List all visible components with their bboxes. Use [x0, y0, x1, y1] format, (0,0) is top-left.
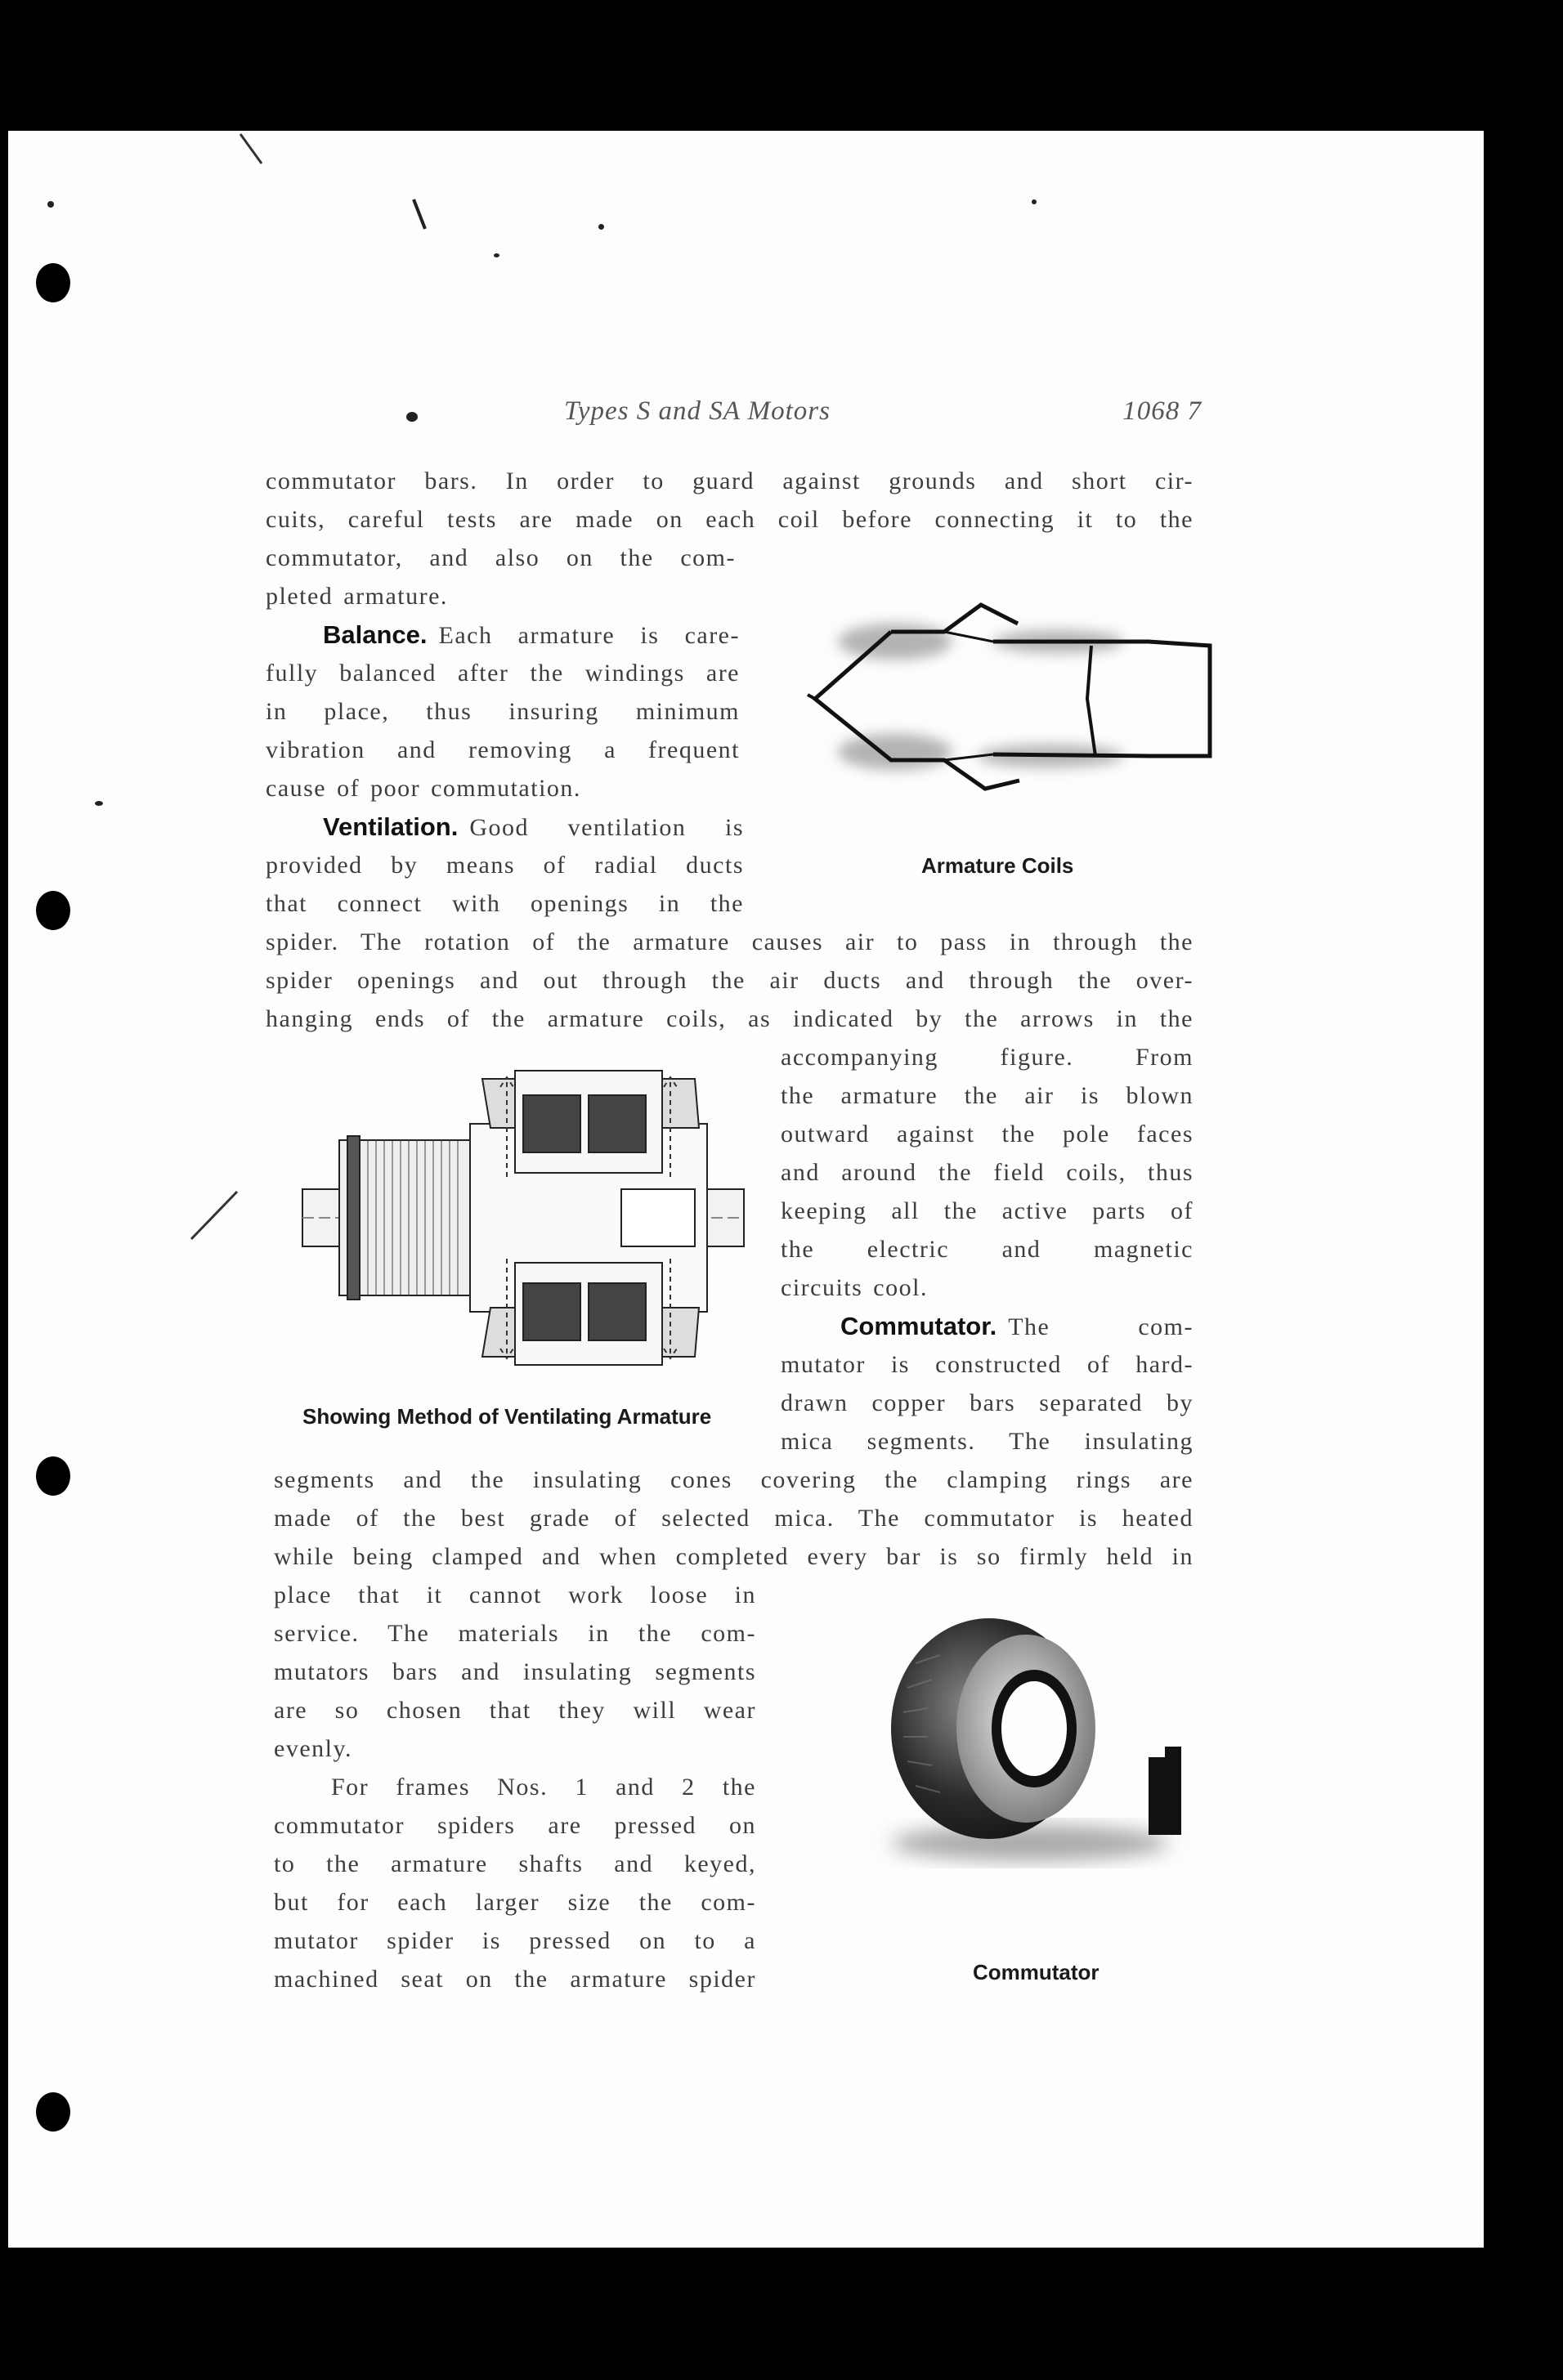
text-line: commutator, and also on the com- — [266, 544, 736, 571]
text-line: made of the best grade of selected mica. The commutator is heated — [274, 1505, 1194, 1532]
text-line: but for each larger size the com- — [274, 1889, 756, 1916]
text-line: fully balanced after the windings are — [266, 660, 740, 687]
speck — [95, 801, 103, 806]
text-line: the armature the air is blown — [781, 1082, 1194, 1109]
text-line: the electric and magnetic — [781, 1236, 1194, 1263]
text-line: drawn copper bars separated by — [781, 1389, 1194, 1416]
ventilation-heading: Ventilation. — [323, 812, 459, 841]
text-line: service. The materials in the com- — [274, 1620, 756, 1647]
armature-coils-figure — [805, 593, 1230, 805]
scratch-mark — [409, 196, 441, 237]
text-line: that connect with openings in the — [266, 890, 744, 917]
text-line: accompanying figure. From — [781, 1044, 1194, 1071]
balance-line-text: Each armature is care- — [438, 622, 740, 649]
text-line: For frames Nos. 1 and 2 the — [331, 1774, 756, 1801]
text-line: commutator spiders are pressed on — [274, 1812, 756, 1839]
speck — [47, 201, 54, 208]
text-line: spider openings and out through the air ducts and through the over- — [266, 967, 1194, 994]
text-line: in place, thus insuring minimum — [266, 698, 740, 725]
text-line: mica segments. The insulating — [781, 1428, 1194, 1455]
text-line: circuits cool. — [781, 1274, 928, 1301]
commutator-line-text: The com- — [1008, 1313, 1194, 1340]
binder-hole — [36, 263, 70, 302]
text-line: keeping all the active parts of — [781, 1197, 1194, 1224]
text-line: hanging ends of the armature coils, as indicated by the arrows in the — [266, 1005, 1194, 1032]
text-line: mutator is constructed of hard- — [781, 1351, 1194, 1378]
ventilating-armature-figure — [270, 1054, 760, 1381]
page-number: 1068 7 — [1122, 396, 1202, 426]
balance-heading: Balance. — [323, 620, 428, 649]
text-line: place that it cannot work loose in — [274, 1581, 756, 1608]
text-line: cuits, careful tests are made on each coil before connecting it to the — [266, 506, 1194, 533]
ventilation-line — [323, 808, 744, 847]
text-line: segments and the insulating cones covering the clamping rings are — [274, 1466, 1194, 1493]
text-line: provided by means of radial ducts — [266, 852, 744, 879]
text-line: commutator bars. In order to guard against grounds and short cir- — [266, 468, 1194, 494]
text-line: and around the field coils, thus — [781, 1159, 1194, 1186]
text-line: evenly. — [274, 1735, 353, 1762]
text-line: spider. The rotation of the armature causes air to pass in through the — [266, 928, 1194, 955]
commutator-caption: Commutator — [973, 1960, 1099, 1984]
binder-hole — [36, 2092, 70, 2132]
text-line: mutators bars and insulating segments — [274, 1658, 756, 1685]
text-line: mutator spider is pressed on to a — [274, 1927, 756, 1954]
ventilating-armature-caption: Showing Method of Ventilating Armature — [302, 1404, 712, 1429]
text-line: outward against the pole faces — [781, 1121, 1194, 1148]
text-line: while being clamped and when completed every bar is so firmly held in — [274, 1543, 1194, 1570]
speck — [1032, 199, 1037, 204]
text-line: are so chosen that they will wear — [274, 1697, 756, 1724]
commutator-photo — [867, 1606, 1210, 1884]
speck — [598, 224, 604, 230]
scratch-mark — [188, 1185, 245, 1242]
binder-hole — [36, 891, 70, 930]
commutator-heading: Commutator. — [840, 1312, 997, 1340]
speck — [406, 412, 418, 422]
commutator-line — [840, 1307, 1194, 1346]
text-line: machined seat on the armature spider — [274, 1966, 756, 1993]
armature-coils-caption: Armature Coils — [921, 853, 1074, 878]
text-line: pleted armature. — [266, 583, 448, 610]
binder-hole — [36, 1456, 70, 1496]
text-line: to the armature shafts and keyed, — [274, 1850, 756, 1877]
header-title: Types S and SA Motors — [564, 396, 831, 426]
text-line: vibration and removing a frequent — [266, 736, 740, 763]
scratch-mark — [237, 131, 286, 180]
ventilation-line-text: Good ventilation is — [469, 814, 744, 841]
balance-line — [323, 615, 740, 655]
text-line: cause of poor commutation. — [266, 775, 581, 802]
speck — [494, 253, 499, 257]
